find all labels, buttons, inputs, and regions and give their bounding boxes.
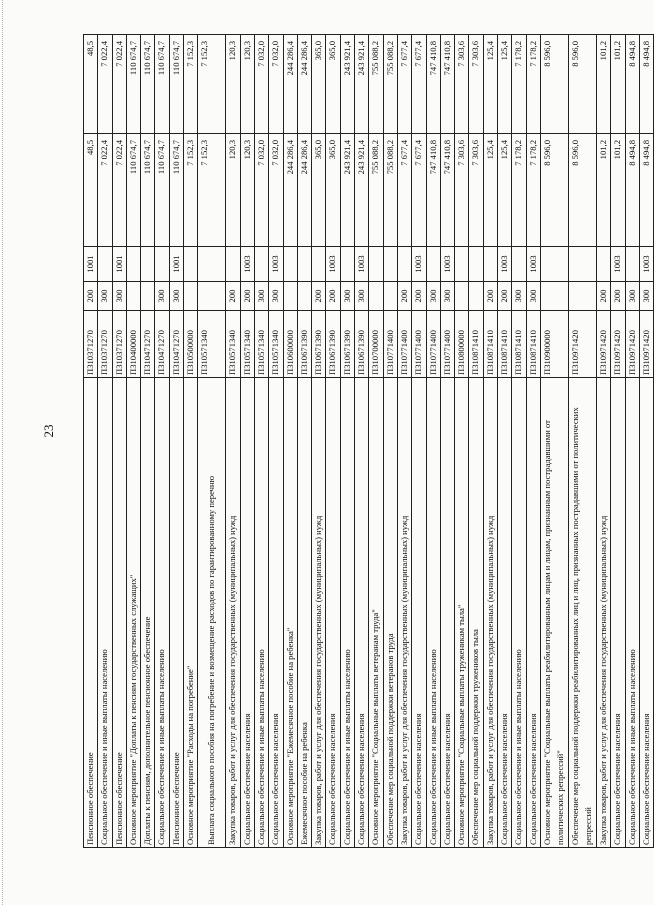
row-amount-1-cell: 125,4 (498, 134, 512, 247)
row-section-cell: 1003 (498, 247, 512, 282)
row-amount-2-cell: 101,2 (596, 35, 610, 134)
table-row (412, 35, 426, 848)
row-section-cell (312, 247, 326, 282)
row-code-cell: П310900000 (540, 311, 568, 378)
row-section-cell: 1003 (355, 247, 369, 282)
row-amount-2-cell: 7 178,2 (526, 35, 540, 134)
row-section-cell (455, 247, 469, 282)
row-amount-2-cell: 8 596,0 (568, 35, 596, 134)
row-code-cell: П310800000 (455, 311, 469, 378)
row-section-cell: 1001 (112, 247, 126, 282)
row-code-cell: П310571340 (198, 311, 226, 378)
table-row (340, 35, 354, 848)
row-code-cell: П310571340 (269, 311, 283, 378)
row-amount-1-cell: 7 178,2 (526, 134, 540, 247)
row-kvr-cell: 200 (397, 282, 411, 311)
row-kvr-cell (469, 282, 483, 311)
row-amount-1-cell: 365,0 (312, 134, 326, 247)
row-amount-2-cell: 244 286,4 (297, 35, 311, 134)
row-code-cell: П310671390 (297, 311, 311, 378)
row-code-cell: П310700000 (369, 311, 383, 378)
row-section-cell (126, 247, 140, 282)
row-amount-1-cell: 7 677,4 (397, 134, 411, 247)
row-section-cell: 1001 (169, 247, 183, 282)
row-name-cell: Социальное обеспечение и иные выплаты населению (340, 378, 354, 848)
row-code-cell: П310871410 (469, 311, 483, 378)
row-amount-1-cell: 7 303,6 (455, 134, 469, 247)
row-section-cell (254, 247, 268, 282)
row-name-cell: Социальное обеспечение и иные выплаты населению (254, 378, 268, 848)
row-name-cell: Социальное обеспечение населения (412, 378, 426, 848)
row-name-cell: Социальное обеспечение населения (498, 378, 512, 848)
row-section-cell (226, 247, 240, 282)
budget-table (83, 34, 654, 848)
row-name-cell: Социальное обеспечение населения (611, 378, 625, 848)
row-kvr-cell (141, 282, 155, 311)
row-amount-1-cell: 7 152,3 (198, 134, 226, 247)
row-amount-2-cell: 7 152,3 (198, 35, 226, 134)
table-row (84, 35, 98, 848)
row-kvr-cell (198, 282, 226, 311)
row-name-cell: Социальное обеспечение и иные выплаты населению (155, 378, 169, 848)
row-kvr-cell: 300 (169, 282, 183, 311)
row-amount-1-cell: 120,3 (226, 134, 240, 247)
row-section-cell (383, 247, 397, 282)
row-kvr-cell: 200 (326, 282, 340, 311)
table-row (625, 35, 639, 848)
row-amount-1-cell: 7 022,4 (98, 134, 112, 247)
table-row (526, 35, 540, 848)
row-amount-1-cell: 120,3 (240, 134, 254, 247)
row-amount-2-cell: 7 022,4 (98, 35, 112, 134)
table-row (112, 35, 126, 848)
row-kvr-cell: 300 (98, 282, 112, 311)
row-amount-1-cell: 125,4 (483, 134, 497, 247)
row-code-cell: П310671390 (340, 311, 354, 378)
row-name-cell: Основное мероприятие "Доплаты к пенсиям государственных служащих" (126, 378, 140, 848)
row-name-cell: Пенсионное обеспечение (112, 378, 126, 848)
row-name-cell: Социальное обеспечение населения (639, 378, 653, 848)
row-name-cell: Социальное обеспечение и иные выплаты населению (512, 378, 526, 848)
row-name-cell: Закупка товаров, работ и услуг для обеспечения государственных (муниципальных) нужд (397, 378, 411, 848)
row-code-cell: П310500000 (184, 311, 198, 378)
row-amount-2-cell: 8 494,8 (639, 35, 653, 134)
table-row (326, 35, 340, 848)
row-kvr-cell: 300 (426, 282, 440, 311)
row-amount-2-cell: 7 032,0 (269, 35, 283, 134)
row-section-cell (469, 247, 483, 282)
row-amount-2-cell: 243 921,4 (355, 35, 369, 134)
row-amount-2-cell: 7 152,3 (184, 35, 198, 134)
row-kvr-cell: 200 (240, 282, 254, 311)
row-name-cell: Социальное обеспечение населения (526, 378, 540, 848)
row-kvr-cell (540, 282, 568, 311)
row-section-cell (141, 247, 155, 282)
row-amount-2-cell: 755 088,2 (369, 35, 383, 134)
row-amount-2-cell: 110 674,7 (155, 35, 169, 134)
row-code-cell: П310871410 (483, 311, 497, 378)
row-code-cell: П310971420 (611, 311, 625, 378)
row-section-cell (155, 247, 169, 282)
row-kvr-cell: 300 (512, 282, 526, 311)
row-section-cell (369, 247, 383, 282)
row-name-cell: Закупка товаров, работ и услуг для обеспечения государственных (муниципальных) нужд (312, 378, 326, 848)
row-section-cell (340, 247, 354, 282)
row-name-cell: Ежемесячное пособие на ребенка (297, 378, 311, 848)
row-amount-1-cell: 101,2 (611, 134, 625, 247)
row-section-cell (98, 247, 112, 282)
row-amount-1-cell: 7 303,6 (469, 134, 483, 247)
row-code-cell: П310471270 (141, 311, 155, 378)
row-amount-2-cell: 243 921,4 (340, 35, 354, 134)
table-row (455, 35, 469, 848)
table-row (297, 35, 311, 848)
table-row (141, 35, 155, 848)
row-amount-2-cell: 101,2 (611, 35, 625, 134)
row-amount-1-cell: 755 088,2 (369, 134, 383, 247)
row-section-cell (184, 247, 198, 282)
row-amount-1-cell: 48,5 (84, 134, 98, 247)
row-code-cell: П310571340 (226, 311, 240, 378)
row-section-cell (198, 247, 226, 282)
row-name-cell: Основное мероприятие "Расходы на погребение" (184, 378, 198, 848)
table-row (126, 35, 140, 848)
row-kvr-cell: 300 (639, 282, 653, 311)
table-row (483, 35, 497, 848)
row-code-cell: П310871410 (498, 311, 512, 378)
row-kvr-cell: 300 (355, 282, 369, 311)
row-amount-2-cell: 48,5 (84, 35, 98, 134)
row-amount-2-cell: 120,3 (240, 35, 254, 134)
table-row (512, 35, 526, 848)
row-amount-2-cell: 125,4 (498, 35, 512, 134)
row-code-cell: П310971420 (625, 311, 639, 378)
row-amount-2-cell: 7 303,6 (455, 35, 469, 134)
row-kvr-cell (297, 282, 311, 311)
row-name-cell: Основное мероприятие "Социальные выплаты ветеранам труда" (369, 378, 383, 848)
row-code-cell: П310571340 (240, 311, 254, 378)
row-kvr-cell (126, 282, 140, 311)
row-amount-1-cell: 8 596,0 (540, 134, 568, 247)
row-kvr-cell (383, 282, 397, 311)
row-section-cell (596, 247, 610, 282)
row-name-cell: Социальное обеспечение населения (440, 378, 454, 848)
row-name-cell: Закупка товаров, работ и услуг для обеспечения государственных (муниципальных) нужд (596, 378, 610, 848)
table-row (596, 35, 610, 848)
row-kvr-cell: 200 (483, 282, 497, 311)
row-name-cell: Обеспечение мер социальной поддержки ветеранов труда (383, 378, 397, 848)
table-row (312, 35, 326, 848)
row-section-cell: 1003 (526, 247, 540, 282)
row-code-cell: П310971420 (568, 311, 596, 378)
row-name-cell: Социальное обеспечение и иные выплаты населению (625, 378, 639, 848)
table-row (540, 35, 568, 848)
row-code-cell: П310871410 (526, 311, 540, 378)
row-code-cell: П310471270 (169, 311, 183, 378)
row-name-cell: Социальное обеспечение населения (269, 378, 283, 848)
row-section-cell (568, 247, 596, 282)
row-amount-2-cell: 747 410,8 (426, 35, 440, 134)
row-amount-2-cell: 8 596,0 (540, 35, 568, 134)
row-code-cell: П310971420 (596, 311, 610, 378)
row-name-cell: Основное мероприятие "Ежемесячное пособие на ребенка" (283, 378, 297, 848)
row-amount-2-cell: 7 303,6 (469, 35, 483, 134)
row-code-cell: П310771400 (412, 311, 426, 378)
row-code-cell: П310371270 (84, 311, 98, 378)
row-amount-2-cell: 244 286,4 (283, 35, 297, 134)
row-kvr-cell: 200 (412, 282, 426, 311)
table-row (254, 35, 268, 848)
row-code-cell: П310671390 (355, 311, 369, 378)
table-row (383, 35, 397, 848)
row-kvr-cell: 300 (526, 282, 540, 311)
row-amount-1-cell: 243 921,4 (355, 134, 369, 247)
table-row (240, 35, 254, 848)
row-amount-1-cell: 110 674,7 (126, 134, 140, 247)
row-amount-2-cell: 110 674,7 (126, 35, 140, 134)
row-amount-1-cell: 8 494,8 (625, 134, 639, 247)
row-amount-1-cell: 7 178,2 (512, 134, 526, 247)
table-row (355, 35, 369, 848)
row-amount-1-cell: 755 088,2 (383, 134, 397, 247)
table-row (568, 35, 596, 848)
row-kvr-cell: 200 (312, 282, 326, 311)
row-section-cell (512, 247, 526, 282)
table-row (155, 35, 169, 848)
row-section-cell: 1003 (412, 247, 426, 282)
row-name-cell: Доплаты к пенсиям, дополнительное пенсионное обеспечение (141, 378, 155, 848)
row-amount-1-cell: 7 152,3 (184, 134, 198, 247)
row-amount-2-cell: 7 677,4 (397, 35, 411, 134)
row-section-cell (283, 247, 297, 282)
row-kvr-cell: 300 (440, 282, 454, 311)
table-row (269, 35, 283, 848)
row-amount-2-cell: 125,4 (483, 35, 497, 134)
table-row (440, 35, 454, 848)
row-amount-1-cell: 244 286,4 (283, 134, 297, 247)
row-section-cell (426, 247, 440, 282)
row-section-cell (397, 247, 411, 282)
row-code-cell: П310400000 (126, 311, 140, 378)
row-section-cell: 1001 (84, 247, 98, 282)
row-name-cell: Обеспечение мер социальной поддержки тружеников тыла (469, 378, 483, 848)
row-name-cell: Выплата социального пособия на погребение и возмещение расходов по гарантированному перечню (198, 378, 226, 848)
row-amount-2-cell: 755 088,2 (383, 35, 397, 134)
row-section-cell: 1003 (240, 247, 254, 282)
row-amount-1-cell: 110 674,7 (141, 134, 155, 247)
row-name-cell: Пенсионное обеспечение (169, 378, 183, 848)
row-amount-1-cell: 8 596,0 (568, 134, 596, 247)
row-name-cell: Закупка товаров, работ и услуг для обеспечения государственных (муниципальных) нужд (226, 378, 240, 848)
row-code-cell: П310600000 (283, 311, 297, 378)
row-amount-2-cell: 747 410,8 (440, 35, 454, 134)
row-amount-2-cell: 120,3 (226, 35, 240, 134)
table-row (184, 35, 198, 848)
table-row (283, 35, 297, 848)
row-code-cell: П310371270 (98, 311, 112, 378)
row-kvr-cell: 300 (112, 282, 126, 311)
row-amount-1-cell: 110 674,7 (155, 134, 169, 247)
row-amount-1-cell: 7 032,0 (254, 134, 268, 247)
row-kvr-cell (283, 282, 297, 311)
row-amount-1-cell: 7 022,4 (112, 134, 126, 247)
row-amount-2-cell: 365,0 (312, 35, 326, 134)
row-code-cell: П310371270 (112, 311, 126, 378)
row-kvr-cell (455, 282, 469, 311)
row-amount-2-cell: 110 674,7 (141, 35, 155, 134)
row-amount-2-cell: 7 032,0 (254, 35, 268, 134)
row-name-cell: Социальное обеспечение населения (240, 378, 254, 848)
row-kvr-cell: 200 (611, 282, 625, 311)
row-section-cell: 1003 (611, 247, 625, 282)
row-kvr-cell: 200 (596, 282, 610, 311)
row-amount-2-cell: 7 178,2 (512, 35, 526, 134)
row-amount-1-cell: 101,2 (596, 134, 610, 247)
row-amount-2-cell: 110 674,7 (169, 35, 183, 134)
row-amount-2-cell: 365,0 (326, 35, 340, 134)
row-amount-2-cell: 7 677,4 (412, 35, 426, 134)
row-section-cell: 1003 (639, 247, 653, 282)
row-kvr-cell: 200 (226, 282, 240, 311)
row-name-cell: Социальное обеспечение и иные выплаты населению (426, 378, 440, 848)
table-row (611, 35, 625, 848)
row-name-cell: Социальное обеспечение и иные выплаты населению (98, 378, 112, 848)
table-row (469, 35, 483, 848)
row-kvr-cell: 300 (625, 282, 639, 311)
budget-table-rotated (83, 38, 654, 848)
row-section-cell: 1003 (269, 247, 283, 282)
row-amount-1-cell: 7 677,4 (412, 134, 426, 247)
page-number: 23 (41, 424, 56, 438)
row-amount-2-cell: 7 022,4 (112, 35, 126, 134)
row-section-cell (625, 247, 639, 282)
row-code-cell: П310571340 (254, 311, 268, 378)
row-section-cell: 1003 (440, 247, 454, 282)
row-name-cell: Закупка товаров, работ и услуг для обеспечения государственных (муниципальных) нужд (483, 378, 497, 848)
table-row (98, 35, 112, 848)
row-amount-1-cell: 365,0 (326, 134, 340, 247)
row-amount-1-cell: 110 674,7 (169, 134, 183, 247)
row-name-cell: Социальное обеспечение населения (326, 378, 340, 848)
row-code-cell: П310771400 (440, 311, 454, 378)
row-code-cell: П310671390 (312, 311, 326, 378)
row-name-cell: Основное мероприятие "Социальные выплаты реабилитированным лицам и лицам, признанным пострадавшими от политических репрессий" (540, 378, 568, 848)
row-section-cell (297, 247, 311, 282)
table-row (226, 35, 240, 848)
row-code-cell: П310971420 (639, 311, 653, 378)
row-name-cell: Обеспечение мер социальной поддержки реабилитированных лиц и лиц, признанных пострадавшими от политических репрессий (568, 378, 596, 848)
row-section-cell: 1003 (326, 247, 340, 282)
row-section-cell (483, 247, 497, 282)
row-amount-1-cell: 747 410,8 (440, 134, 454, 247)
row-kvr-cell (568, 282, 596, 311)
row-kvr-cell: 300 (340, 282, 354, 311)
row-kvr-cell: 200 (498, 282, 512, 311)
row-name-cell: Пенсионное обеспечение (84, 378, 98, 848)
row-amount-2-cell: 8 494,8 (625, 35, 639, 134)
table-row (639, 35, 653, 848)
row-kvr-cell (184, 282, 198, 311)
row-kvr-cell (369, 282, 383, 311)
budget-table-body (84, 35, 654, 848)
row-code-cell: П310671390 (326, 311, 340, 378)
table-row (397, 35, 411, 848)
row-amount-1-cell: 244 286,4 (297, 134, 311, 247)
table-row (426, 35, 440, 848)
row-amount-1-cell: 747 410,8 (426, 134, 440, 247)
table-row (369, 35, 383, 848)
row-amount-1-cell: 7 032,0 (269, 134, 283, 247)
table-row (498, 35, 512, 848)
row-amount-1-cell: 243 921,4 (340, 134, 354, 247)
scan-edge-mark (2, 0, 4, 905)
row-name-cell: Основное мероприятие "Социальные выплаты труженикам тыла" (455, 378, 469, 848)
row-section-cell (540, 247, 568, 282)
row-amount-1-cell: 8 494,8 (639, 134, 653, 247)
table-row (169, 35, 183, 848)
row-code-cell: П310771400 (397, 311, 411, 378)
row-kvr-cell: 300 (155, 282, 169, 311)
row-kvr-cell: 300 (269, 282, 283, 311)
row-kvr-cell: 200 (84, 282, 98, 311)
row-code-cell: П310471270 (155, 311, 169, 378)
row-code-cell: П310771400 (426, 311, 440, 378)
table-row (198, 35, 226, 848)
row-code-cell: П310871410 (512, 311, 526, 378)
row-kvr-cell: 300 (254, 282, 268, 311)
row-code-cell: П310771400 (383, 311, 397, 378)
row-name-cell: Социальное обеспечение населения (355, 378, 369, 848)
